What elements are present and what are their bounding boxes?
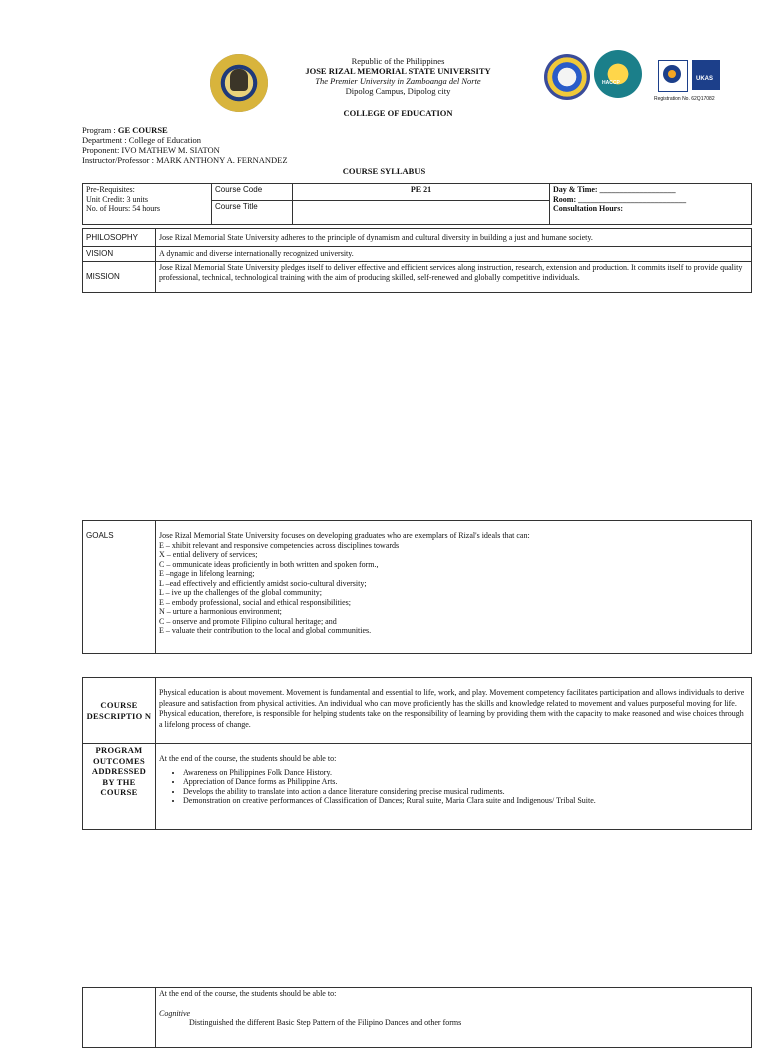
mission-text: Jose Rizal Memorial State University pledges itself to deliver effective and efficient services along instruction, research, extension and production. It commits itself to provide quality professional, technical, technological training with the aim of producing skilled, self-renewed and globally competitive individuals. xyxy=(156,262,752,293)
course-outcomes-content xyxy=(156,988,752,1048)
vision-text: A dynamic and diverse internationally recognized university. xyxy=(156,247,752,262)
outcome-item: • Develops the ability to translate into action a dance literature considering precise musical rudiments. xyxy=(183,787,748,797)
university-name: JOSE RIZAL MEMORIAL STATE UNIVERSITY xyxy=(305,66,491,76)
goal-item: N – urture a harmonious environment; xyxy=(159,607,282,616)
outcome-item: • Demonstration on creative performances of Classification of Dances; Rural suite, Maria Clara suite and Indigenous/ Tribal Suite. xyxy=(183,796,748,806)
vision-label: VISION xyxy=(83,247,156,262)
prereq-cell: Pre-Requisites: Unit Credit: 3 units No. of Hours: 54 hours xyxy=(83,184,212,225)
mission-label: MISSION xyxy=(83,262,156,293)
goals-table xyxy=(82,520,752,654)
course-title-label: Course Title xyxy=(212,201,293,225)
goals-label: GOALS xyxy=(83,521,156,654)
course-title-value xyxy=(293,201,550,225)
goal-item: C – onserve and promote Filipino cultural heritage; and xyxy=(159,616,337,626)
program-line: Program : GE COURSE xyxy=(82,125,168,135)
philosophy-label: PHILOSOPHY xyxy=(83,229,156,247)
course-code-label: Course Code xyxy=(212,184,293,201)
ukas-logo: UKAS xyxy=(692,60,720,90)
course-outcomes-intro: At the end of the course, the students should be able to: xyxy=(159,989,337,998)
university-tagline: The Premier University in Zamboanga del Norte xyxy=(315,76,481,86)
haccp-label: HACCP xyxy=(602,80,620,86)
goal-item: E –ngage in lifelong learning; xyxy=(159,569,255,578)
philosophy-vision-mission-table xyxy=(82,228,752,293)
instructor-line: Instructor/Professor : MARK ANTHONY A. FERNANDEZ xyxy=(82,155,288,165)
course-description-label: COURSE DESCRIPTIO N xyxy=(83,678,156,744)
goal-item: X – ential delivery of services; xyxy=(159,550,258,559)
campus-line: Dipolog Campus, Dipolog city xyxy=(345,86,451,96)
registration-number: Registration No. 62Q17082 xyxy=(654,96,715,102)
goal-item: L – ive up the challenges of the global community; xyxy=(159,588,322,597)
course-description-table xyxy=(82,677,752,830)
goals-intro: Jose Rizal Memorial State University focuses on developing graduates who are exemplars of Rizal's ideals that can: xyxy=(159,531,530,540)
rizal-portrait xyxy=(230,69,248,91)
outcome-item: • Appreciation of Dance forms as Philippine Arts. xyxy=(183,777,748,787)
program-outcomes-label: PROGRAM OUTCOMES ADDRESSED BY THE COURSE xyxy=(83,744,156,830)
goal-item: E – valuate their contribution to the local and global communities. xyxy=(159,626,372,635)
haccp-gear-logo xyxy=(594,50,642,98)
iso-certification-logo xyxy=(658,60,688,92)
proponent-line: Proponent: IVO MATHEW M. SIATON xyxy=(82,145,220,155)
program-outcomes-list xyxy=(159,768,748,806)
outcome-item: • Awareness on Philippines Folk Dance History. xyxy=(183,768,748,778)
department-line: Department : College of Education xyxy=(82,135,201,145)
syllabus-title: COURSE SYLLABUS xyxy=(342,166,426,176)
program-outcomes-intro: At the end of the course, the students should be able to: xyxy=(159,754,337,763)
program-outcomes-content xyxy=(156,744,752,830)
course-code-value: PE 21 xyxy=(293,184,550,201)
cognitive-heading: Cognitive xyxy=(159,1008,191,1018)
course-outcomes-label xyxy=(83,988,156,1048)
goal-item: E – embody professional, social and ethical responsibilities; xyxy=(159,597,351,607)
goal-item: E – xhibit relevant and responsive competencies across disciplines towards xyxy=(159,540,400,550)
goals-content xyxy=(156,521,752,654)
college-title: COLLEGE OF EDUCATION xyxy=(343,108,453,118)
schedule-cell: Day & Time: ___________________ Room: ___________________________ Consultation Hours: xyxy=(550,184,752,225)
course-description-text: Physical education is about movement. Movement is fundamental and essential to life, work, and play. Movement competency facilitates participation and allows individuals to derive pleasure and satisfaction from physical activities. An individual who can move proficiently has the skills and knowledge related to movement and values purposeful moving for life. Physical education, therefore, is responsible for helping students take on the responsibility of learning by providing them with the capacity to make reasoned and wise choices through a lifelong process of change. xyxy=(156,678,752,744)
goal-item: L –ead effectively and efficiently amidst socio-cultural diversity; xyxy=(159,578,367,588)
goal-item: C – ommunicate ideas proficiently in both written and spoken form., xyxy=(159,559,379,569)
course-outcomes-table xyxy=(82,987,752,1048)
college-seal-logo xyxy=(544,54,590,100)
course-info-table xyxy=(82,183,752,225)
cognitive-item: Distinguished the different Basic Step Pattern of the Filipino Dances and other forms xyxy=(189,1018,462,1027)
republic-line: Republic of the Philippines xyxy=(351,56,445,66)
university-seal-logo xyxy=(210,54,268,112)
philosophy-text: Jose Rizal Memorial State University adheres to the principle of dynamism and cultural diversity in building a just and humane society. xyxy=(156,229,752,247)
